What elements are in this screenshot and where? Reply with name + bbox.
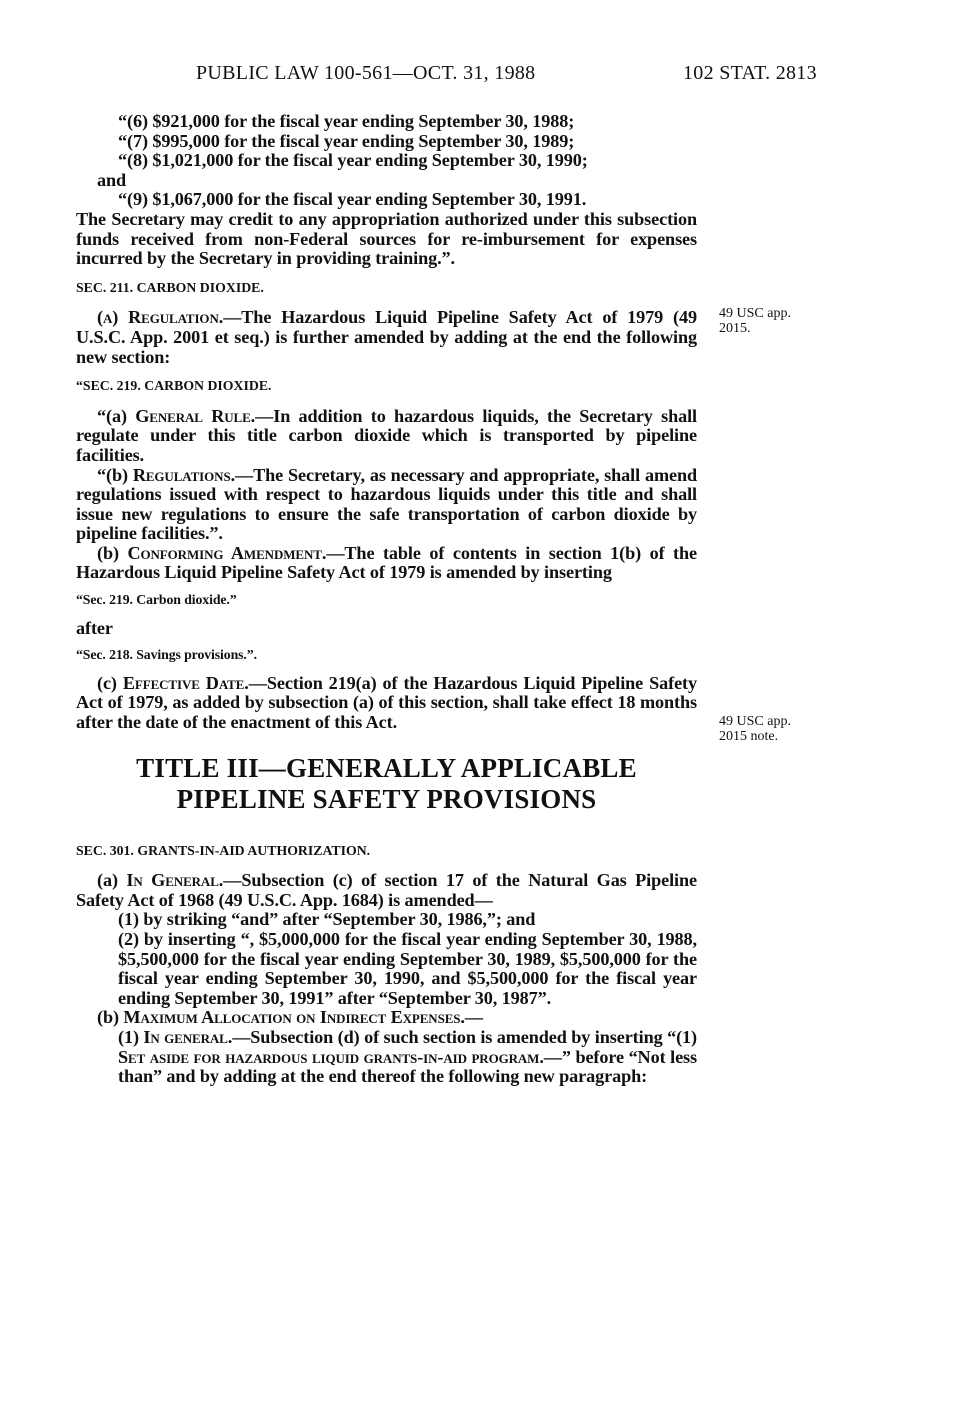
paragraph-1-text-end: —” before “Not less than” and by adding at the end thereof the following new paragraph: (118, 1046, 697, 1087)
subsection-219-b-label: Regulations. (132, 464, 236, 485)
subsection-c-text: —Section 219(a) of the Hazardous Liquid Pipeline Safety Act of 1979, as added by subsection (a) of this section, shall take effect 18 months after the date of the enactment of this Act. (76, 672, 697, 733)
subsection-b-max-dash: — (464, 1007, 483, 1028)
margin-note-usc-2015-note (719, 714, 791, 744)
document-body (76, 112, 697, 1087)
subsection-219-a (76, 407, 697, 466)
subsection-219-b-text: —The Secretary, as necessary and appropriate, shall amend regulations issued with respect to hazardous liquids under this title and shall issue new regulations to ensure the safe transportation of carbon dioxide by pipeline facilities.”. (76, 464, 697, 544)
paragraph-1-set-aside-label: Set aside for hazardous liquid grants-in-aid program. (118, 1046, 544, 1067)
subsection-b-conforming (76, 544, 697, 583)
section-301-heading: SEC. 301. GRANTS-IN-AID AUTHORIZATION. (76, 842, 371, 858)
paragraph-secretary-credit: The Secretary may credit to any appropriation authorized under this subsection funds received from non-Federal sources for re-imbursement for expenses incurred by the Secretary in providing training.”. (76, 208, 697, 269)
subsection-b-max-label: Maximum Allocation on Indirect Expenses. (123, 1007, 465, 1028)
margin-note-line: 49 USC app. (719, 714, 791, 729)
margin-note-line: 2015 note. (719, 729, 779, 744)
subsection-a-in-general-text: —Subsection (c) of section 17 of the Natural Gas Pipeline Safety Act of 1968 (49 U.S.C. App. 1684) is amended— (76, 870, 697, 910)
subsection-219-a-prefix: “(a) (97, 405, 136, 426)
paragraph-1-striking: (1) by striking “and” after “September 30, 1986,”; and (118, 909, 536, 930)
paragraph-1-label: In general. (143, 1026, 233, 1047)
clause-6: “(6) $921,000 for the fiscal year ending September 30, 1988; (118, 111, 575, 131)
margin-note-usc-2015 (719, 306, 791, 336)
subsection-a-text: —The Hazardous Liquid Pipeline Safety Act of 1979 (49 U.S.C. App. 2001 et seq.) is further amended by adding at the end the following new section: (76, 307, 697, 367)
clause-7: “(7) $995,000 for the fiscal year ending September 30, 1989; (118, 130, 575, 151)
word-after: after (76, 617, 113, 638)
toc-entry-219: “Sec. 219. Carbon dioxide.” (76, 592, 237, 608)
clause-9: “(9) $1,067,000 for the fiscal year ending September 30, 1991. (118, 189, 587, 210)
subsection-b-maximum-allocation (76, 1008, 697, 1028)
subsection-219-a-text: —In addition to hazardous liquids, the Secretary shall regulate under this title carbon dioxide which is transported by pipeline facilities. (76, 405, 697, 465)
subsection-a-prefix: (a) (97, 870, 127, 891)
subsection-c-prefix: (c) (97, 672, 123, 693)
header-stat-page: 102 STAT. 2813 (683, 62, 817, 84)
subsection-b-text: —The table of contents in section 1(b) of the Hazardous Liquid Pipeline Safety Act of 1979 is amended by inserting (76, 542, 697, 583)
subsection-b-max-prefix: (b) (97, 1007, 124, 1028)
paragraph-1-text: —Subsection (d) of such section is amended by inserting “(1) (232, 1026, 697, 1047)
subsection-219-b (76, 466, 697, 544)
subsection-c-label: Effective Date. (122, 672, 249, 693)
subsection-a-in-general-label: In General. (126, 870, 224, 891)
paragraph-2-inserting: (2) by inserting “, $5,000,000 for the fiscal year ending September 30, 1988, $5,500,000 for the fiscal year ending September 30, 1989, $5,500,000 for the fiscal year ending September 30, 1990, and $5,500,000 for the fiscal year ending September 30, 1991” after “September 30, 1987”. (118, 929, 697, 1008)
paragraph-1-in-general (76, 1028, 697, 1087)
margin-note-line: 49 USC app. (719, 306, 791, 321)
subsection-c-effective-date (76, 674, 697, 733)
title-iii-heading (76, 753, 697, 815)
section-211-heading: SEC. 211. CARBON DIOXIDE. (76, 279, 264, 295)
subsection-219-a-label: General Rule. (135, 405, 256, 426)
conjunction-and: and (97, 169, 127, 190)
title-line-1: TITLE III—GENERALLY APPLICABLE (136, 752, 637, 783)
subsection-b-prefix: (b) (97, 542, 128, 563)
toc-entry-218: “Sec. 218. Savings provisions.”. (76, 647, 257, 663)
paragraph-1-prefix: (1) (118, 1026, 144, 1047)
title-line-2: PIPELINE SAFETY PROVISIONS (176, 783, 597, 814)
subsection-a-in-general (76, 871, 697, 910)
margin-note-line: 2015. (719, 321, 751, 336)
header-law-citation: PUBLIC LAW 100-561—OCT. 31, 1988 (196, 62, 536, 84)
clause-8: “(8) $1,021,000 for the fiscal year ending September 30, 1990; (118, 150, 588, 171)
subsection-219-b-prefix: “(b) (97, 464, 133, 485)
subsection-a-regulation (76, 308, 697, 367)
section-219-heading: “SEC. 219. CARBON DIOXIDE. (76, 378, 272, 394)
subsection-a-label: (a) Regulation. (97, 307, 224, 328)
subsection-b-label: Conforming Amendment. (127, 542, 327, 563)
